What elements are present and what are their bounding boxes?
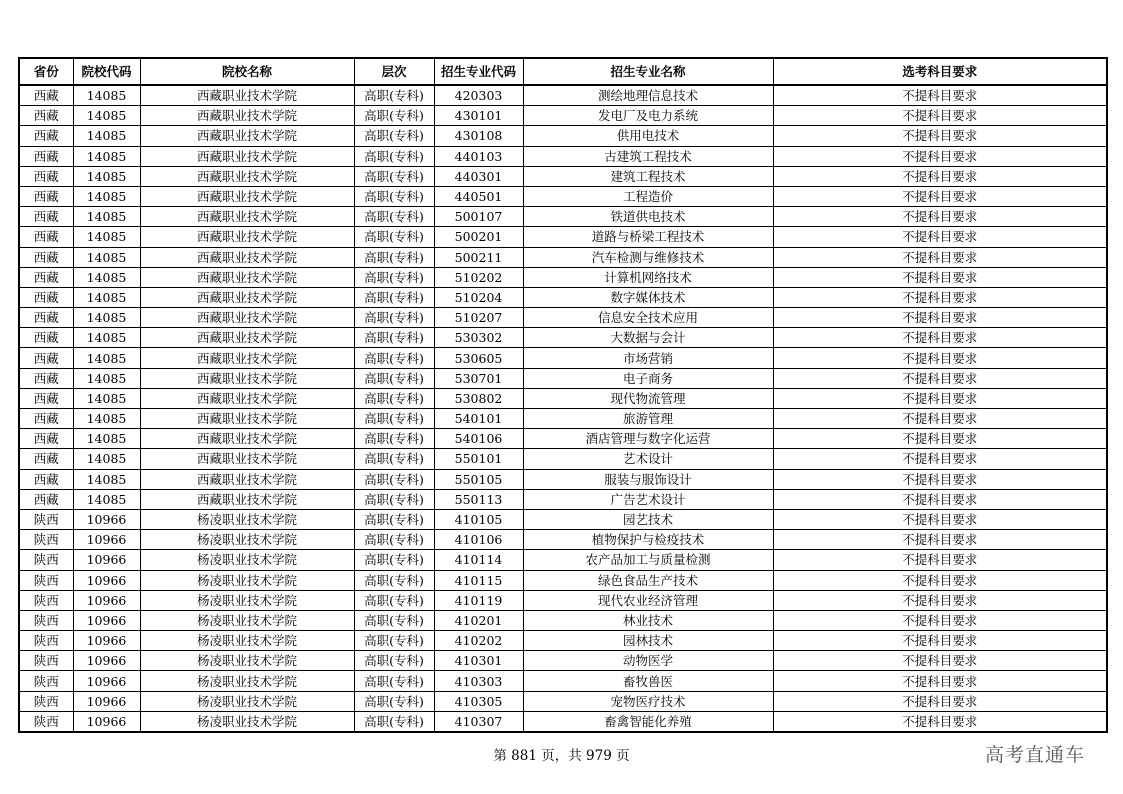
cell-major-code: 410202: [434, 631, 523, 651]
cell-school-code: 14085: [73, 287, 140, 307]
cell-level: 高职(专科): [354, 85, 434, 106]
cell-major-name: 市场营销: [523, 348, 773, 368]
cell-level: 高职(专科): [354, 509, 434, 529]
cell-school-name: 西藏职业技术学院: [140, 388, 354, 408]
cell-subject-requirement: 不提科目要求: [773, 530, 1107, 550]
cell-major-code: 530701: [434, 368, 523, 388]
cell-level: 高职(专科): [354, 106, 434, 126]
cell-major-name: 计算机网络技术: [523, 267, 773, 287]
cell-school-name: 西藏职业技术学院: [140, 166, 354, 186]
cell-major-code: 410106: [434, 530, 523, 550]
cell-school-code: 10966: [73, 590, 140, 610]
cell-major-code: 410201: [434, 610, 523, 630]
cell-school-name: 杨凌职业技术学院: [140, 671, 354, 691]
cell-major-code: 410119: [434, 590, 523, 610]
cell-province: 西藏: [19, 328, 73, 348]
cell-province: 西藏: [19, 207, 73, 227]
cell-province: 西藏: [19, 429, 73, 449]
cell-major-code: 420303: [434, 85, 523, 106]
cell-school-name: 西藏职业技术学院: [140, 368, 354, 388]
table-row: [19, 247, 1107, 267]
cell-level: 高职(专科): [354, 308, 434, 328]
cell-school-code: 10966: [73, 671, 140, 691]
table-row: [19, 368, 1107, 388]
cell-subject-requirement: 不提科目要求: [773, 409, 1107, 429]
table-row: [19, 651, 1107, 671]
cell-school-name: 西藏职业技术学院: [140, 348, 354, 368]
cell-school-code: 14085: [73, 247, 140, 267]
cell-school-code: 14085: [73, 207, 140, 227]
cell-school-name: 西藏职业技术学院: [140, 267, 354, 287]
table-row: [19, 166, 1107, 186]
cell-level: 高职(专科): [354, 610, 434, 630]
cell-major-code: 510207: [434, 308, 523, 328]
cell-major-name: 动物医学: [523, 651, 773, 671]
table-row: [19, 308, 1107, 328]
cell-school-code: 14085: [73, 166, 140, 186]
cell-major-code: 530605: [434, 348, 523, 368]
cell-major-name: 现代物流管理: [523, 388, 773, 408]
table-row: [19, 489, 1107, 509]
cell-major-name: 现代农业经济管理: [523, 590, 773, 610]
cell-level: 高职(专科): [354, 287, 434, 307]
table-row: [19, 590, 1107, 610]
cell-province: 陕西: [19, 711, 73, 732]
cell-subject-requirement: 不提科目要求: [773, 509, 1107, 529]
cell-level: 高职(专科): [354, 671, 434, 691]
cell-school-code: 14085: [73, 348, 140, 368]
cell-school-code: 10966: [73, 550, 140, 570]
cell-major-code: 500211: [434, 247, 523, 267]
cell-province: 西藏: [19, 146, 73, 166]
cell-level: 高职(专科): [354, 449, 434, 469]
cell-subject-requirement: 不提科目要求: [773, 429, 1107, 449]
cell-subject-requirement: 不提科目要求: [773, 610, 1107, 630]
cell-level: 高职(专科): [354, 469, 434, 489]
cell-school-code: 14085: [73, 308, 140, 328]
cell-school-code: 14085: [73, 449, 140, 469]
cell-level: 高职(专科): [354, 530, 434, 550]
cell-major-code: 410301: [434, 651, 523, 671]
cell-subject-requirement: 不提科目要求: [773, 671, 1107, 691]
cell-major-code: 500107: [434, 207, 523, 227]
col-header-level: 层次: [354, 58, 434, 85]
cell-school-code: 14085: [73, 267, 140, 287]
header-row: [19, 58, 1107, 85]
cell-subject-requirement: 不提科目要求: [773, 631, 1107, 651]
cell-school-name: 西藏职业技术学院: [140, 146, 354, 166]
cell-province: 陕西: [19, 691, 73, 711]
cell-level: 高职(专科): [354, 691, 434, 711]
table-row: [19, 146, 1107, 166]
cell-school-name: 西藏职业技术学院: [140, 489, 354, 509]
cell-major-code: 540106: [434, 429, 523, 449]
cell-level: 高职(专科): [354, 550, 434, 570]
table-row: [19, 711, 1107, 732]
cell-major-name: 电子商务: [523, 368, 773, 388]
cell-subject-requirement: 不提科目要求: [773, 651, 1107, 671]
cell-major-code: 430101: [434, 106, 523, 126]
table-row: [19, 631, 1107, 651]
cell-subject-requirement: 不提科目要求: [773, 368, 1107, 388]
cell-major-code: 530302: [434, 328, 523, 348]
cell-subject-requirement: 不提科目要求: [773, 469, 1107, 489]
cell-level: 高职(专科): [354, 328, 434, 348]
cell-subject-requirement: 不提科目要求: [773, 287, 1107, 307]
cell-subject-requirement: 不提科目要求: [773, 711, 1107, 732]
cell-major-code: 440103: [434, 146, 523, 166]
cell-subject-requirement: 不提科目要求: [773, 489, 1107, 509]
cell-school-code: 14085: [73, 85, 140, 106]
cell-subject-requirement: 不提科目要求: [773, 186, 1107, 206]
cell-level: 高职(专科): [354, 409, 434, 429]
cell-province: 陕西: [19, 550, 73, 570]
cell-subject-requirement: 不提科目要求: [773, 207, 1107, 227]
cell-school-name: 西藏职业技术学院: [140, 429, 354, 449]
cell-major-code: 430108: [434, 126, 523, 146]
col-header-school-name: 院校名称: [140, 58, 354, 85]
table-row: [19, 691, 1107, 711]
table-row: [19, 550, 1107, 570]
cell-school-code: 10966: [73, 530, 140, 550]
table-row: [19, 186, 1107, 206]
cell-province: 西藏: [19, 368, 73, 388]
cell-major-code: 530802: [434, 388, 523, 408]
cell-major-code: 510202: [434, 267, 523, 287]
cell-major-name: 工程造价: [523, 186, 773, 206]
cell-school-code: 14085: [73, 388, 140, 408]
cell-subject-requirement: 不提科目要求: [773, 267, 1107, 287]
cell-school-code: 10966: [73, 651, 140, 671]
table-row: [19, 530, 1107, 550]
cell-major-code: 410307: [434, 711, 523, 732]
cell-school-name: 杨凌职业技术学院: [140, 590, 354, 610]
cell-province: 西藏: [19, 166, 73, 186]
cell-subject-requirement: 不提科目要求: [773, 590, 1107, 610]
cell-province: 陕西: [19, 570, 73, 590]
col-header-school-code: 院校代码: [73, 58, 140, 85]
cell-subject-requirement: 不提科目要求: [773, 550, 1107, 570]
cell-level: 高职(专科): [354, 489, 434, 509]
cell-province: 西藏: [19, 106, 73, 126]
cell-province: 西藏: [19, 469, 73, 489]
cell-school-code: 10966: [73, 610, 140, 630]
cell-major-code: 510204: [434, 287, 523, 307]
cell-province: 西藏: [19, 287, 73, 307]
table-row: [19, 671, 1107, 691]
cell-major-name: 园艺技术: [523, 509, 773, 529]
table-row: [19, 126, 1107, 146]
cell-major-name: 广告艺术设计: [523, 489, 773, 509]
cell-level: 高职(专科): [354, 711, 434, 732]
cell-province: 西藏: [19, 449, 73, 469]
cell-school-name: 杨凌职业技术学院: [140, 711, 354, 732]
table-row: [19, 287, 1107, 307]
cell-province: 陕西: [19, 651, 73, 671]
cell-province: 西藏: [19, 247, 73, 267]
cell-school-code: 10966: [73, 570, 140, 590]
cell-major-name: 园林技术: [523, 631, 773, 651]
cell-major-name: 信息安全技术应用: [523, 308, 773, 328]
cell-major-name: 绿色食品生产技术: [523, 570, 773, 590]
cell-school-name: 西藏职业技术学院: [140, 85, 354, 106]
table-header: [19, 58, 1107, 85]
cell-school-code: 14085: [73, 409, 140, 429]
cell-province: 西藏: [19, 308, 73, 328]
cell-school-name: 西藏职业技术学院: [140, 186, 354, 206]
cell-school-code: 14085: [73, 126, 140, 146]
cell-school-code: 14085: [73, 469, 140, 489]
cell-subject-requirement: 不提科目要求: [773, 388, 1107, 408]
table-body: [19, 85, 1107, 732]
cell-major-name: 数字媒体技术: [523, 287, 773, 307]
cell-school-code: 10966: [73, 691, 140, 711]
cell-level: 高职(专科): [354, 247, 434, 267]
cell-province: 陕西: [19, 631, 73, 651]
cell-province: 陕西: [19, 671, 73, 691]
cell-school-name: 西藏职业技术学院: [140, 126, 354, 146]
col-header-subject-requirement: 选考科目要求: [773, 58, 1107, 85]
table-row: [19, 409, 1107, 429]
cell-school-name: 西藏职业技术学院: [140, 409, 354, 429]
cell-province: 西藏: [19, 348, 73, 368]
cell-major-name: 汽车检测与维修技术: [523, 247, 773, 267]
cell-province: 陕西: [19, 590, 73, 610]
cell-school-name: 西藏职业技术学院: [140, 207, 354, 227]
cell-subject-requirement: 不提科目要求: [773, 691, 1107, 711]
cell-major-code: 540101: [434, 409, 523, 429]
cell-major-name: 古建筑工程技术: [523, 146, 773, 166]
cell-subject-requirement: 不提科目要求: [773, 449, 1107, 469]
cell-school-name: 杨凌职业技术学院: [140, 509, 354, 529]
cell-school-code: 14085: [73, 186, 140, 206]
cell-subject-requirement: 不提科目要求: [773, 126, 1107, 146]
cell-school-code: 14085: [73, 227, 140, 247]
cell-province: 西藏: [19, 267, 73, 287]
cell-school-name: 西藏职业技术学院: [140, 247, 354, 267]
cell-school-name: 西藏职业技术学院: [140, 106, 354, 126]
cell-level: 高职(专科): [354, 348, 434, 368]
cell-major-name: 道路与桥梁工程技术: [523, 227, 773, 247]
cell-major-name: 艺术设计: [523, 449, 773, 469]
table-row: [19, 85, 1107, 106]
cell-level: 高职(专科): [354, 429, 434, 449]
cell-major-code: 410305: [434, 691, 523, 711]
col-header-province: 省份: [19, 58, 73, 85]
cell-level: 高职(专科): [354, 388, 434, 408]
cell-major-code: 410115: [434, 570, 523, 590]
cell-level: 高职(专科): [354, 207, 434, 227]
table-row: [19, 449, 1107, 469]
cell-major-code: 550105: [434, 469, 523, 489]
cell-subject-requirement: 不提科目要求: [773, 348, 1107, 368]
cell-major-code: 410114: [434, 550, 523, 570]
admissions-table: [18, 57, 1108, 733]
cell-subject-requirement: 不提科目要求: [773, 227, 1107, 247]
table-row: [19, 429, 1107, 449]
cell-major-name: 农产品加工与质量检测: [523, 550, 773, 570]
cell-school-code: 14085: [73, 146, 140, 166]
cell-school-name: 杨凌职业技术学院: [140, 631, 354, 651]
cell-major-name: 宠物医疗技术: [523, 691, 773, 711]
table-row: [19, 328, 1107, 348]
cell-major-name: 发电厂及电力系统: [523, 106, 773, 126]
cell-major-name: 旅游管理: [523, 409, 773, 429]
cell-level: 高职(专科): [354, 590, 434, 610]
cell-school-code: 14085: [73, 368, 140, 388]
cell-major-code: 440501: [434, 186, 523, 206]
cell-subject-requirement: 不提科目要求: [773, 570, 1107, 590]
cell-province: 西藏: [19, 186, 73, 206]
cell-subject-requirement: 不提科目要求: [773, 146, 1107, 166]
col-header-major-code: 招生专业代码: [434, 58, 523, 85]
table-row: [19, 388, 1107, 408]
cell-level: 高职(专科): [354, 651, 434, 671]
cell-school-name: 西藏职业技术学院: [140, 287, 354, 307]
table-row: [19, 469, 1107, 489]
table-row: [19, 348, 1107, 368]
cell-school-name: 西藏职业技术学院: [140, 449, 354, 469]
cell-school-name: 西藏职业技术学院: [140, 469, 354, 489]
cell-school-code: 14085: [73, 106, 140, 126]
cell-school-name: 西藏职业技术学院: [140, 308, 354, 328]
cell-level: 高职(专科): [354, 146, 434, 166]
cell-school-code: 10966: [73, 711, 140, 732]
cell-major-code: 410105: [434, 509, 523, 529]
table-row: [19, 267, 1107, 287]
cell-school-name: 杨凌职业技术学院: [140, 610, 354, 630]
cell-subject-requirement: 不提科目要求: [773, 166, 1107, 186]
cell-province: 陕西: [19, 610, 73, 630]
cell-school-code: 14085: [73, 489, 140, 509]
cell-subject-requirement: 不提科目要求: [773, 328, 1107, 348]
table-row: [19, 227, 1107, 247]
table-row: [19, 610, 1107, 630]
cell-subject-requirement: 不提科目要求: [773, 85, 1107, 106]
cell-province: 西藏: [19, 85, 73, 106]
cell-level: 高职(专科): [354, 126, 434, 146]
cell-major-name: 大数据与会计: [523, 328, 773, 348]
cell-province: 陕西: [19, 509, 73, 529]
cell-major-code: 550113: [434, 489, 523, 509]
table-row: [19, 207, 1107, 227]
cell-level: 高职(专科): [354, 267, 434, 287]
cell-province: 西藏: [19, 409, 73, 429]
cell-school-code: 14085: [73, 429, 140, 449]
cell-major-name: 铁道供电技术: [523, 207, 773, 227]
cell-school-name: 杨凌职业技术学院: [140, 550, 354, 570]
cell-school-name: 杨凌职业技术学院: [140, 530, 354, 550]
table-row: [19, 509, 1107, 529]
cell-major-name: 测绘地理信息技术: [523, 85, 773, 106]
cell-province: 西藏: [19, 227, 73, 247]
cell-school-code: 14085: [73, 328, 140, 348]
cell-major-code: 500201: [434, 227, 523, 247]
cell-subject-requirement: 不提科目要求: [773, 308, 1107, 328]
cell-major-name: 林业技术: [523, 610, 773, 630]
cell-province: 西藏: [19, 126, 73, 146]
cell-major-name: 建筑工程技术: [523, 166, 773, 186]
cell-school-name: 西藏职业技术学院: [140, 227, 354, 247]
cell-province: 西藏: [19, 489, 73, 509]
cell-major-code: 410303: [434, 671, 523, 691]
cell-level: 高职(专科): [354, 166, 434, 186]
cell-major-code: 440301: [434, 166, 523, 186]
cell-level: 高职(专科): [354, 570, 434, 590]
cell-major-name: 畜禽智能化养殖: [523, 711, 773, 732]
cell-level: 高职(专科): [354, 227, 434, 247]
cell-major-name: 服装与服饰设计: [523, 469, 773, 489]
cell-level: 高职(专科): [354, 631, 434, 651]
cell-major-code: 550101: [434, 449, 523, 469]
page-number: 第 881 页，共 979 页: [493, 748, 630, 764]
cell-subject-requirement: 不提科目要求: [773, 247, 1107, 267]
cell-school-name: 杨凌职业技术学院: [140, 651, 354, 671]
cell-province: 陕西: [19, 530, 73, 550]
table-row: [19, 570, 1107, 590]
cell-school-code: 10966: [73, 509, 140, 529]
cell-school-name: 杨凌职业技术学院: [140, 691, 354, 711]
table-row: [19, 106, 1107, 126]
cell-level: 高职(专科): [354, 186, 434, 206]
cell-level: 高职(专科): [354, 368, 434, 388]
cell-major-name: 供用电技术: [523, 126, 773, 146]
cell-subject-requirement: 不提科目要求: [773, 106, 1107, 126]
cell-school-name: 西藏职业技术学院: [140, 328, 354, 348]
cell-school-name: 杨凌职业技术学院: [140, 570, 354, 590]
cell-major-name: 畜牧兽医: [523, 671, 773, 691]
cell-major-name: 植物保护与检疫技术: [523, 530, 773, 550]
cell-school-code: 10966: [73, 631, 140, 651]
cell-major-name: 酒店管理与数字化运营: [523, 429, 773, 449]
col-header-major-name: 招生专业名称: [523, 58, 773, 85]
cell-province: 西藏: [19, 388, 73, 408]
watermark-logo-text: 高考直通车: [985, 744, 1086, 766]
